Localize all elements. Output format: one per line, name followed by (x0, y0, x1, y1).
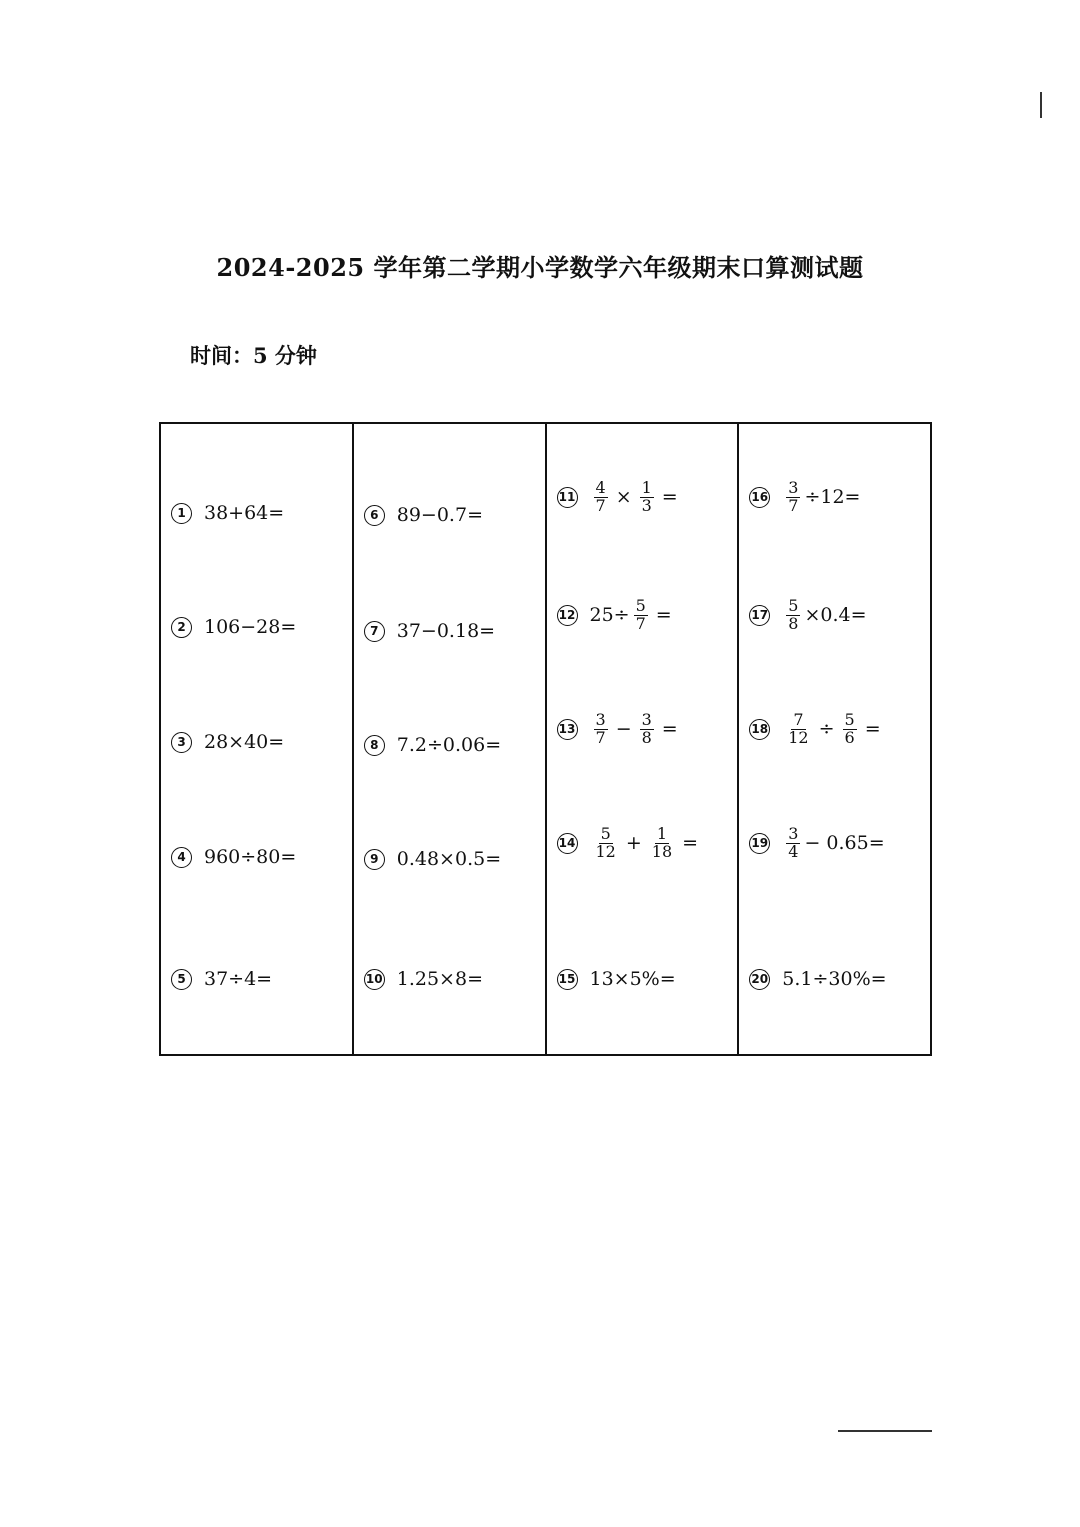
fraction (786, 826, 800, 861)
numerator: 7 (793, 710, 804, 729)
fraction (640, 480, 654, 515)
question-11 (557, 480, 682, 515)
expression: 89−0.7= (396, 504, 483, 526)
question-1 (171, 502, 284, 524)
question-number: 5 (171, 969, 192, 990)
question-number: 11 (557, 487, 578, 508)
question-8 (364, 734, 501, 756)
denominator: 8 (788, 613, 799, 633)
expression-tail: − 0.65= (804, 832, 885, 855)
denominator: 3 (641, 495, 652, 515)
question-12 (557, 598, 676, 633)
question-2 (171, 616, 296, 638)
denominator: 7 (788, 495, 799, 515)
expression: 5.1÷30%= (782, 968, 887, 990)
expression: 37−0.18= (396, 620, 496, 642)
expression-prefix: 25÷ (589, 604, 630, 627)
question-number: 8 (364, 735, 385, 756)
numerator: 1 (656, 824, 668, 843)
question-number: 7 (364, 621, 385, 642)
question-grid (159, 422, 932, 1056)
expression: 7.2÷0.06= (396, 734, 502, 756)
question-number: 4 (171, 847, 192, 868)
fraction (594, 480, 608, 515)
fraction (786, 480, 800, 515)
fraction (786, 598, 800, 633)
question-19 (749, 826, 884, 861)
column-3 (547, 424, 740, 1054)
expression: 106−28= (204, 616, 297, 638)
column-4 (739, 424, 930, 1054)
scan-bottom-line (838, 1430, 932, 1432)
question-5 (171, 968, 272, 990)
operator: − (615, 718, 632, 741)
equals: = (655, 604, 672, 627)
expression-tail: ÷12= (804, 486, 861, 509)
fraction (640, 712, 654, 747)
question-number: 3 (171, 732, 192, 753)
question-number: 9 (364, 849, 385, 870)
equals: = (661, 718, 678, 741)
numerator: 3 (595, 710, 606, 729)
question-17 (749, 598, 866, 633)
question-number: 13 (557, 719, 578, 740)
numerator: 5 (788, 596, 799, 615)
expression: 0.48×0.5= (396, 848, 502, 870)
numerator: 5 (844, 710, 855, 729)
denominator: 12 (595, 841, 616, 861)
denominator: 7 (595, 495, 606, 515)
question-20 (749, 968, 886, 990)
denominator: 4 (788, 841, 799, 861)
question-number: 20 (749, 969, 770, 990)
equals: = (864, 718, 881, 741)
question-number: 19 (749, 833, 770, 854)
denominator: 7 (595, 727, 606, 747)
question-number: 17 (749, 605, 770, 626)
question-number: 14 (557, 833, 578, 854)
question-4 (171, 846, 296, 868)
fraction (843, 712, 857, 747)
question-9 (364, 848, 501, 870)
page-title: 2024-2025 学年第二学期小学数学六年级期末口算测试题 (216, 253, 864, 282)
question-number: 1 (171, 503, 192, 524)
operator: + (625, 832, 642, 855)
question-number: 10 (364, 969, 385, 990)
denominator: 8 (641, 727, 652, 747)
question-number: 6 (364, 505, 385, 526)
denominator: 18 (651, 841, 673, 861)
scan-corner-mark (1040, 92, 1042, 118)
question-15 (557, 968, 676, 990)
equals: = (661, 486, 678, 509)
fraction (650, 826, 674, 861)
question-13 (557, 712, 682, 747)
denominator: 7 (635, 613, 646, 633)
denominator: 6 (844, 727, 855, 747)
denominator: 12 (788, 727, 809, 747)
question-16 (749, 480, 860, 515)
operator: × (615, 486, 632, 509)
column-1 (161, 424, 354, 1054)
expression: 38+64= (204, 502, 285, 524)
question-7 (364, 620, 495, 642)
question-18 (749, 712, 884, 747)
expression: 37÷4= (204, 968, 273, 990)
numerator: 1 (641, 478, 652, 497)
operator: ÷ (818, 718, 835, 741)
question-number: 15 (557, 969, 578, 990)
fraction (634, 598, 648, 633)
numerator: 4 (595, 478, 606, 497)
expression: 960÷80= (204, 846, 297, 868)
numerator: 5 (600, 824, 611, 843)
numerator: 3 (788, 824, 799, 843)
equals: = (682, 832, 699, 855)
question-14 (557, 826, 703, 861)
question-number: 16 (749, 487, 770, 508)
time-limit: 时间：5 分钟 (190, 343, 317, 368)
expression: 28×40= (204, 731, 285, 753)
fraction (594, 826, 618, 861)
fraction (594, 712, 608, 747)
numerator: 3 (641, 710, 652, 729)
column-2 (354, 424, 547, 1054)
fraction (786, 712, 810, 747)
numerator: 3 (788, 478, 799, 497)
expression: 13×5%= (589, 968, 676, 990)
question-number: 18 (749, 719, 770, 740)
question-3 (171, 731, 284, 753)
question-number: 12 (557, 605, 578, 626)
expression: 1.25×8= (396, 968, 483, 990)
expression-tail: ×0.4= (804, 604, 867, 627)
numerator: 5 (635, 596, 646, 615)
question-6 (364, 504, 483, 526)
question-number: 2 (171, 617, 192, 638)
question-10 (364, 968, 483, 990)
